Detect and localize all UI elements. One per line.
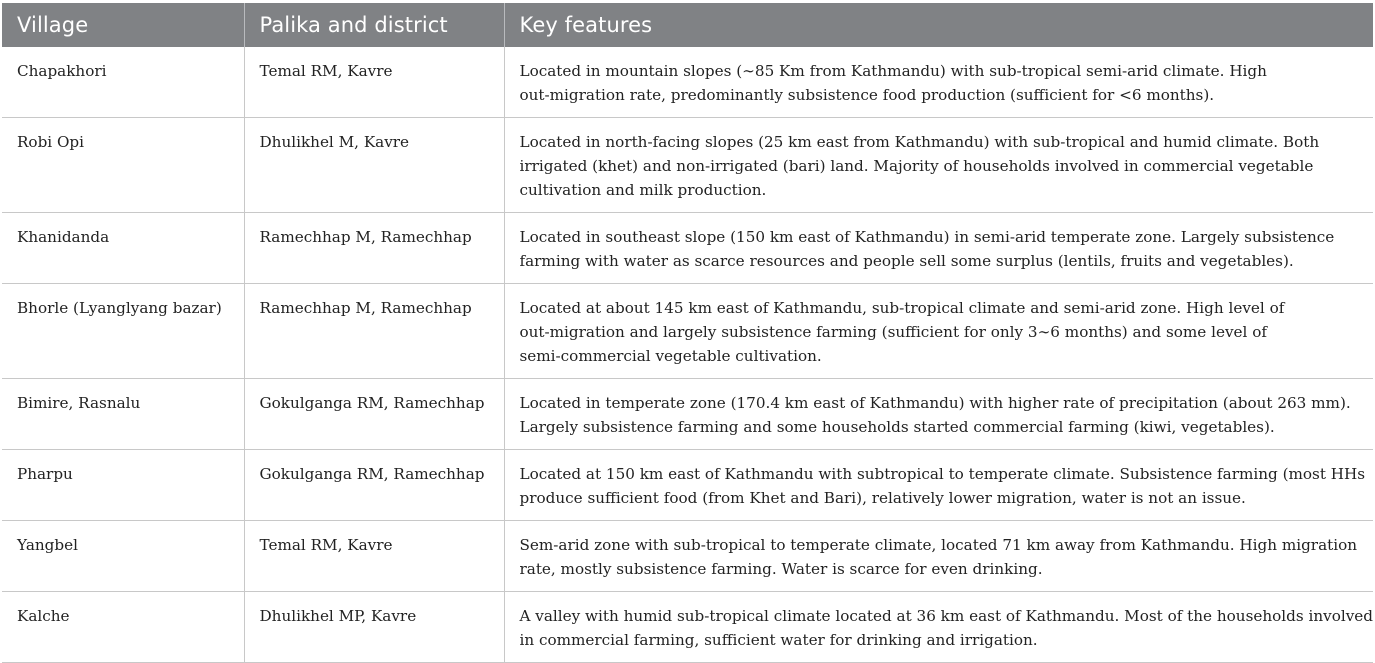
table-row <box>2 450 1373 521</box>
cell-features <box>504 213 1373 284</box>
cell-features <box>504 379 1373 450</box>
cell-village: Bimire, Rasnalu <box>2 379 244 450</box>
cell-palika: Ramechhap M, Ramechhap <box>244 213 504 284</box>
village-features-table <box>2 3 1373 663</box>
header-village: Village <box>2 3 244 47</box>
feature-line: out-migration and largely subsistence farming (sufficient for only 3∼6 months) and some level of <box>519 323 1267 341</box>
cell-village: Pharpu <box>2 450 244 521</box>
feature-line: Located in temperate zone (170.4 km east of Kathmandu) with higher rate of precipitation (about 263 mm). <box>519 394 1351 412</box>
feature-line: produce sufficient food (from Khet and Bari), relatively lower migration, water is not an issue. <box>519 489 1246 507</box>
cell-palika: Gokulganga RM, Ramechhap <box>244 450 504 521</box>
feature-line: Located in southeast slope (150 km east of Kathmandu) in semi-arid temperate zone. Largely subsistence <box>519 228 1335 246</box>
feature-line: semi-commercial vegetable cultivation. <box>519 347 822 365</box>
cell-features <box>504 592 1373 663</box>
feature-line: rate, mostly subsistence farming. Water is scarce for even drinking. <box>519 560 1043 578</box>
header-palika-district: Palika and district <box>244 3 504 47</box>
cell-village: Robi Opi <box>2 118 244 213</box>
cell-village: Bhorle (Lyanglyang bazar) <box>2 284 244 379</box>
table-header-row <box>2 3 1373 47</box>
cell-features <box>504 118 1373 213</box>
cell-palika: Dhulikhel M, Kavre <box>244 118 504 213</box>
cell-village: Chapakhori <box>2 47 244 118</box>
feature-line: Located at 150 km east of Kathmandu with subtropical to temperate climate. Subsistence farming (most HHs <box>519 465 1366 483</box>
feature-line: in commercial farming, sufficient water for drinking and irrigation. <box>519 631 1038 649</box>
table-row <box>2 213 1373 284</box>
village-features-table-container <box>2 3 1373 663</box>
cell-village: Yangbel <box>2 521 244 592</box>
cell-palika: Temal RM, Kavre <box>244 47 504 118</box>
cell-village: Kalche <box>2 592 244 663</box>
feature-line: irrigated (khet) and non-irrigated (bari) land. Majority of households involved in commercial vegetable <box>519 157 1314 175</box>
cell-palika: Temal RM, Kavre <box>244 521 504 592</box>
feature-line: A valley with humid sub-tropical climate located at 36 km east of Kathmandu. Most of the households involved <box>519 607 1373 625</box>
cell-village: Khanidanda <box>2 213 244 284</box>
cell-features <box>504 450 1373 521</box>
feature-line: Sem-arid zone with sub-tropical to temperate climate, located 71 km away from Kathmandu. High migration <box>519 536 1358 554</box>
cell-features <box>504 521 1373 592</box>
table-row <box>2 521 1373 592</box>
feature-line: Largely subsistence farming and some households started commercial farming (kiwi, vegetables). <box>519 418 1275 436</box>
feature-line: farming with water as scarce resources and people sell some surplus (lentils, fruits and vegetables). <box>519 252 1294 270</box>
table-row <box>2 284 1373 379</box>
table-row <box>2 379 1373 450</box>
cell-features <box>504 284 1373 379</box>
feature-line: cultivation and milk production. <box>519 181 767 199</box>
table-row <box>2 47 1373 118</box>
cell-palika: Dhulikhel MP, Kavre <box>244 592 504 663</box>
cell-palika: Gokulganga RM, Ramechhap <box>244 379 504 450</box>
header-key-features: Key features <box>504 3 1373 47</box>
table-row <box>2 118 1373 213</box>
feature-line: Located at about 145 km east of Kathmandu, sub-tropical climate and semi-arid zone. High level of <box>519 299 1285 317</box>
feature-line: out-migration rate, predominantly subsistence food production (sufficient for <6 months). <box>519 86 1215 104</box>
cell-palika: Ramechhap M, Ramechhap <box>244 284 504 379</box>
table-row <box>2 592 1373 663</box>
cell-features <box>504 47 1373 118</box>
feature-line: Located in mountain slopes (∼85 Km from Kathmandu) with sub-tropical semi-arid climate. High <box>519 62 1267 80</box>
feature-line: Located in north-facing slopes (25 km east from Kathmandu) with sub-tropical and humid climate. Both <box>519 133 1320 151</box>
